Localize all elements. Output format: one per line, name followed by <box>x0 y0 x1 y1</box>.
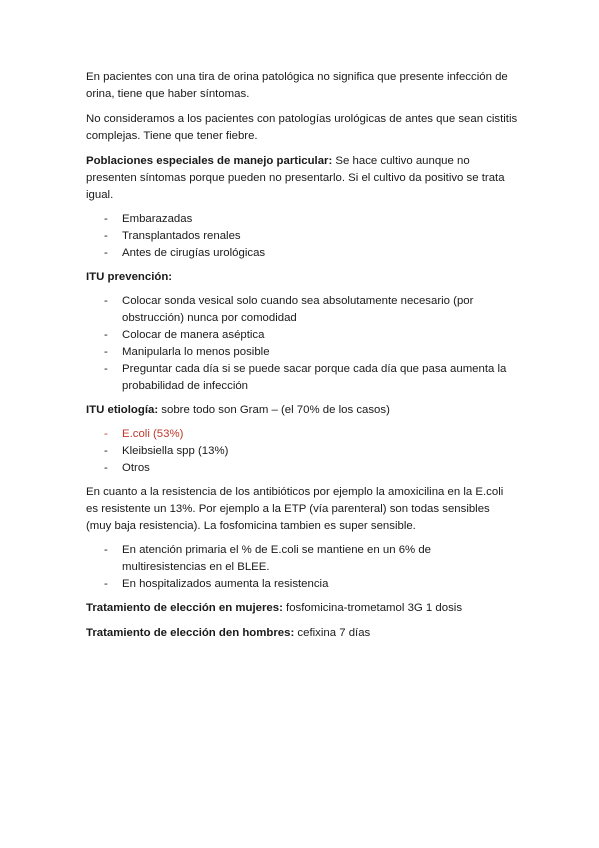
list-poblaciones <box>86 211 518 262</box>
bold-label: Tratamiento de elección en mujeres: <box>86 602 283 614</box>
dash-bullet: - <box>104 230 108 242</box>
list-item: - Transplantados renales <box>86 228 518 245</box>
dash-bullet: - <box>104 329 108 341</box>
list-prevencion <box>86 293 518 395</box>
dash-bullet: - <box>104 445 108 457</box>
list-item: - Otros <box>86 460 518 477</box>
list-resistencia <box>86 542 518 593</box>
paragraph-text: Se hace cultivo aunque no presenten síntomas porque pueden no presentarlo. Si el cultivo da positivo se trata igual. <box>86 155 505 201</box>
list-item: - Preguntar cada día si se puede sacar porque cada día que pasa aumenta la probabilidad de infección <box>104 363 507 392</box>
bold-label: ITU etiología: <box>86 404 159 416</box>
paragraph-tira-orina: En pacientes con una tira de orina patológica no significa que presente infección de orina, tiene que haber síntomas. <box>86 71 508 100</box>
paragraph-text: fosfomicina-trometamol 3G 1 dosis <box>282 602 463 614</box>
list-item-ecoli: - E.coli (53%) <box>86 426 518 443</box>
bold-label: Tratamiento de elección den hombres: <box>86 627 295 639</box>
list-item: - Antes de cirugías urológicas <box>86 245 518 262</box>
paragraph-text: sobre todo son Gram – (el 70% de los casos) <box>158 404 390 416</box>
list-item: - En hospitalizados aumenta la resistencia <box>86 576 518 593</box>
list-item: - Kleibsiella spp (13%) <box>86 443 518 460</box>
dash-bullet: - <box>104 578 108 590</box>
paragraph-tratamiento-mujeres <box>86 600 518 617</box>
heading-itu-prevencion: ITU prevención: <box>86 271 173 283</box>
list-etiologia <box>86 426 518 477</box>
dash-bullet: - <box>104 247 108 259</box>
list-item: - Colocar sonda vesical solo cuando sea absolutamente necesario (por obstrucción) nunca por comodidad <box>104 295 474 324</box>
dash-bullet: - <box>104 428 108 440</box>
list-item: - En atención primaria el % de E.coli se mantiene en un 6% de multiresistencias en el BLEE. <box>104 544 431 573</box>
paragraph-resistencia: En cuanto a la resistencia de los antibióticos por ejemplo la amoxicilina en la E.coli es resistente un 13%. Por ejemplo a la ETP (vía parenteral) son todas sensibles (muy baja resistencia). La fosfomicina tambien es super sensible. <box>86 486 504 532</box>
document-page <box>86 69 518 650</box>
dash-bullet: - <box>104 346 108 358</box>
dash-bullet: - <box>104 363 108 375</box>
list-item: - Manipularla lo menos posible <box>86 344 518 361</box>
paragraph-tratamiento-hombres <box>86 625 518 642</box>
paragraph-patologias-urologicas: No consideramos a los pacientes con patologías urológicas de antes que sean cistitis complejas. Tiene que tener fiebre. <box>86 113 518 142</box>
list-item: - Colocar de manera aséptica <box>86 327 518 344</box>
bold-label: Poblaciones especiales de manejo particular: <box>86 155 333 167</box>
paragraph-poblaciones-especiales <box>86 153 518 204</box>
list-item: - Embarazadas <box>86 211 518 228</box>
paragraph-text: cefixina 7 días <box>294 627 371 639</box>
dash-bullet: - <box>104 462 108 474</box>
paragraph-itu-etiologia <box>86 402 518 419</box>
dash-bullet: - <box>104 213 108 225</box>
dash-bullet: - <box>104 544 108 556</box>
dash-bullet: - <box>104 295 108 307</box>
